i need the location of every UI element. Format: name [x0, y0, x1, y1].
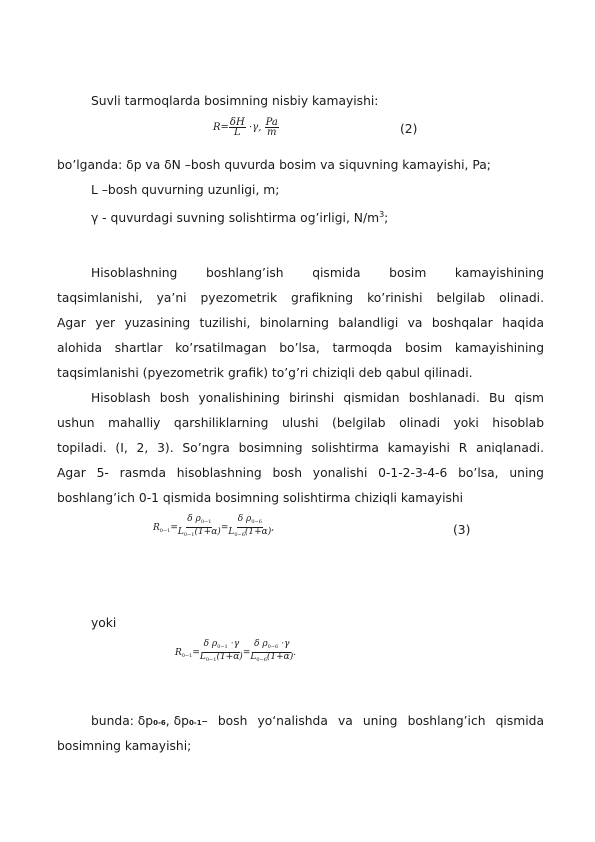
para2-line2: ushun mahalliy qarshiliklarning ulushi (belgilab olinadi yoki hisoblab	[57, 416, 544, 430]
bunda-line1: bunda: δp0-6, δp0-1 – bosh yo‘nalishda va uning boshlang’ich qismida	[91, 714, 544, 728]
yoki-line: yoki	[91, 616, 117, 630]
para1-line4: alohida shartlar ko’rsatilmagan bo’lsa, tarmoqda bosim kamayishining	[57, 341, 544, 355]
formula-3: $R_{0-1}=$ $\frac{\delta \rho_{0-1}}{L_{0-1}(1+\alpha)}$ = $\frac{\delta \rho_{0-6}}{L_{0-6}(1+\alpha)}$ ,	[153, 514, 275, 538]
para2-line5: boshlang’ich 0-1 qismida bosimning solishtirma chiziqli kamayishi	[57, 491, 464, 505]
heading-line: Suvli tarmoqlarda bosimning nisbiy kamayishi:	[91, 94, 379, 108]
para1-line3: Agar yer yuzasining tuzilishi, binolarning balandligi va boshqalar haqida	[57, 316, 544, 330]
formula-3-alt: $R_{0-1}=$ $\frac{\delta \rho_{0-1} \cdot\gamma}{L_{0-1}(1+\alpha)}$ = $\frac{\delta \rho_{0-6} \cdot\gamma}{L_{0-6}(1+\alpha)}$ .	[175, 639, 297, 663]
para2-line3: topiladi. (I, 2, 3). So’ngra bosimning solishtirma kamayishi R aniqlanadi.	[57, 441, 544, 455]
equation-number-2: (2)	[400, 122, 418, 136]
formula-2: R= $\frac{\delta H}{L}$ ⋅γ, $\frac{Pa}{m}$	[213, 117, 278, 138]
para1-line1: Hisoblashning boshlang’ish qismida bosim kamayishining	[91, 266, 544, 280]
where-line: bo’lganda: δp va δN –bosh quvurda bosim va siquvning kamayishi, Pa;	[57, 158, 491, 172]
para1-line2: taqsimlanishi, ya’ni pyezometrik grafikning ko’rinishi belgilab olinadi.	[57, 291, 544, 305]
length-line: L –bosh quvurning uzunligi, m;	[91, 183, 280, 197]
bunda-line2: bosimning kamayishi;	[57, 739, 192, 753]
gamma-line: γ - quvurdagi suvning solishtirma og’irligi, $N/m^3$;	[91, 210, 389, 226]
para2-line1: Hisoblash bosh yonalishining birinshi qismidan boshlanadi. Bu qism	[91, 391, 544, 405]
para1-line5: taqsimlanishi (pyezometrik grafik) to’g’ri chiziqli deb qabul qilinadi.	[57, 366, 473, 380]
equation-number-3: (3)	[453, 523, 471, 537]
para2-line4: Agar 5- rasmda hisoblashning bosh yonalishi 0-1-2-3-4-6 bo’lsa, uning	[57, 466, 544, 480]
